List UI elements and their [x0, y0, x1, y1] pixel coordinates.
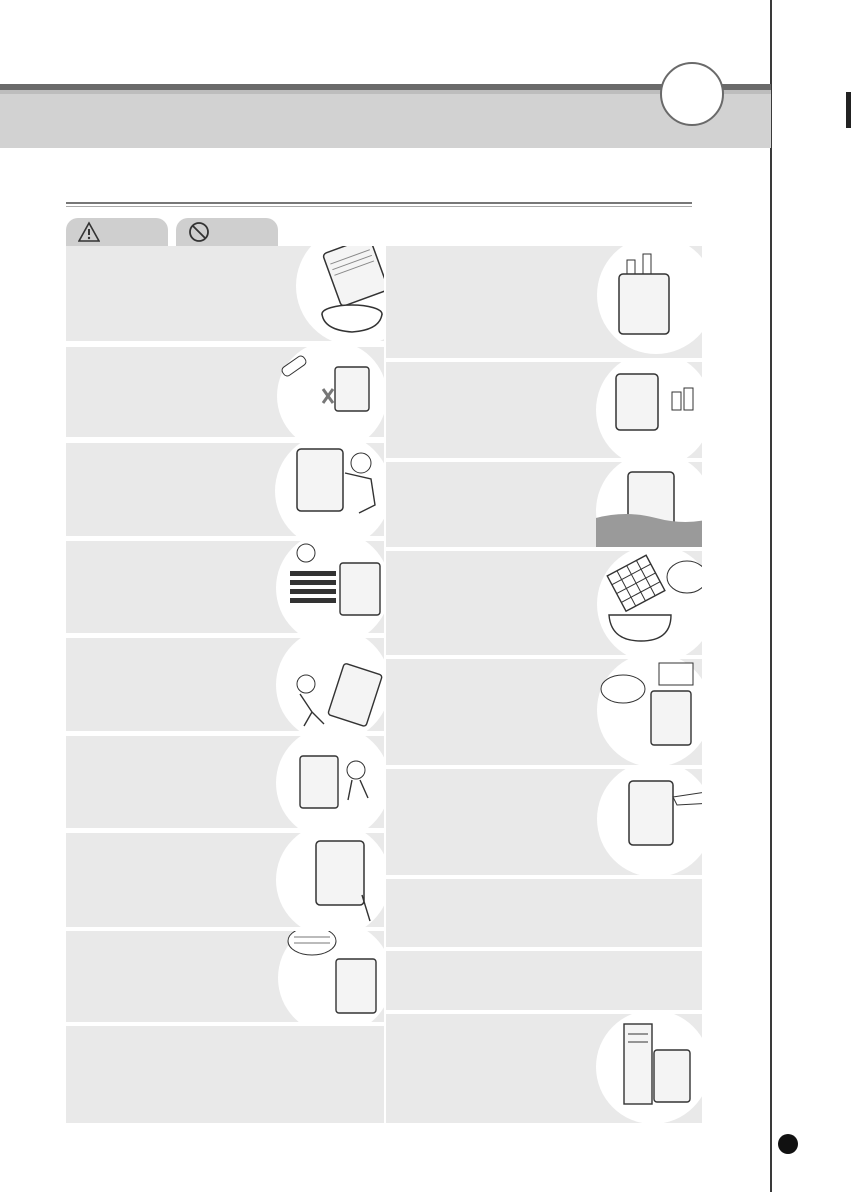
left-panel-3 — [66, 443, 384, 536]
right-panel-2 — [386, 362, 702, 458]
title-rule-thin — [66, 206, 692, 207]
section-badge — [660, 62, 724, 126]
left-panel-7 — [66, 833, 384, 927]
filter-soaked-in-basin-icon — [597, 551, 702, 655]
right-panel-3 — [386, 462, 702, 547]
warning-triangle-icon — [78, 221, 100, 243]
unit-in-flood-water-icon — [596, 462, 702, 547]
right-panel-1 — [386, 246, 702, 358]
left-panel-8 — [66, 931, 384, 1022]
unit-tilted-over-water-basin-icon — [296, 246, 384, 341]
left-panel-4 — [66, 541, 384, 633]
child-hanging-on-unit-icon — [275, 443, 384, 536]
right-panel-8 — [386, 951, 702, 1010]
prohibited-circle-icon — [188, 221, 210, 243]
hand-at-unit-side-icon — [276, 833, 384, 927]
title-rule — [66, 202, 692, 204]
page-edge-line — [770, 0, 772, 1192]
right-panel-6 — [386, 769, 702, 875]
prohibited-tab — [176, 218, 278, 246]
hand-reaching-unit-icon — [597, 769, 702, 875]
page-number-marker — [778, 1134, 798, 1154]
right-panel-5 — [386, 659, 702, 765]
left-panel-1 — [66, 246, 384, 341]
left-panel-9 — [66, 1026, 384, 1123]
bottles-on-top-of-unit-icon — [597, 246, 702, 354]
sunlight-through-blinds-on-unit-icon — [276, 541, 384, 633]
side-tab-marker — [846, 92, 851, 128]
unit-near-tall-cabinet-icon — [596, 1014, 702, 1123]
right-panel-9 — [386, 1014, 702, 1123]
chemical-bottles-near-unit-icon — [596, 362, 702, 458]
right-panel-4 — [386, 551, 702, 655]
left-panel-2 — [66, 347, 384, 437]
right-panel-7 — [386, 879, 702, 947]
left-panel-6 — [66, 736, 384, 828]
spray-can-near-unit-icon — [277, 347, 384, 437]
left-panel-5 — [66, 638, 384, 731]
child-near-unit-icon — [276, 736, 384, 828]
unit-near-heater-icon — [278, 931, 384, 1022]
warning-tab — [66, 218, 168, 246]
section-header-bar — [0, 94, 771, 148]
unit-with-wall-chart-icon — [597, 659, 702, 765]
child-pushing-unit-over-icon — [276, 638, 384, 731]
